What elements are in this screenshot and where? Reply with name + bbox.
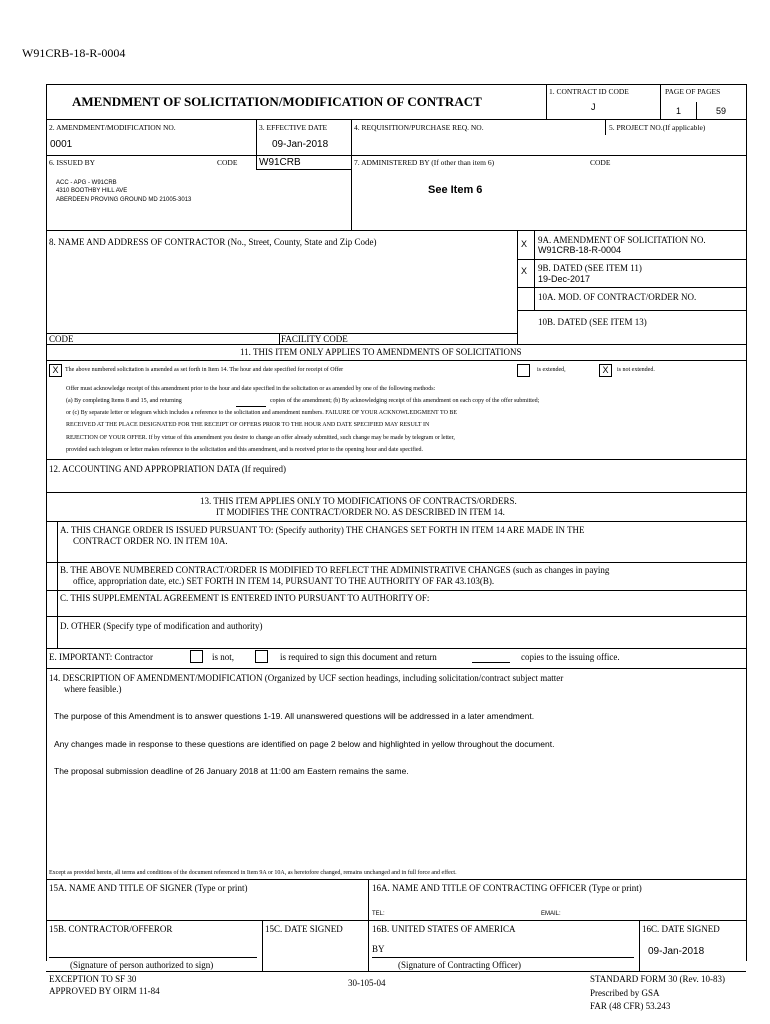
officer-date-signed-label: 16C. DATE SIGNED <box>642 924 720 934</box>
united-states-label: 16B. UNITED STATES OF AMERICA <box>372 924 516 934</box>
tel-label: TEL: <box>372 911 385 917</box>
effective-date-label: 3. EFFECTIVE DATE <box>259 123 328 132</box>
item-13c-label: C. THIS SUPPLEMENTAL AGREEMENT IS ENTERED INTO PURSUANT TO AUTHORITY OF: <box>60 593 430 603</box>
issued-by-address-3: ABERDEEN PROVING GROUND MD 21005-3013 <box>56 197 192 203</box>
contractor-name-label: 8. NAME AND ADDRESS OF CONTRACTOR (No., Street, County, State and Zip Code) <box>49 237 377 247</box>
item-13b-line-2: office, appropriation date, etc.) SET FORTH IN ITEM 14, PURSUANT TO THE AUTHORITY OF FAR 43.103(B). <box>73 576 495 586</box>
issued-by-address-2: 4310 BOOTHBY HILL AVE <box>56 188 128 194</box>
item-11-para-4: RECEIVED AT THE PLACE DESIGNATED FOR THE RECEIPT OF OFFERS PRIOR TO THE HOUR AND DATE SPECIFIED MAY RESULT IN <box>66 422 430 428</box>
solicitation-no-value: W91CRB-18-R-0004 <box>538 245 622 255</box>
footer-approved: APPROVED BY OIRM 11-84 <box>49 986 160 996</box>
facility-code-label: FACILITY CODE <box>281 334 348 344</box>
solicitation-amended-checkbox[interactable]: X <box>49 364 62 377</box>
officer-date-signed-value: 09-Jan-2018 <box>648 946 705 957</box>
is-not-checkbox[interactable] <box>190 650 203 663</box>
item-13a-line-1: A. THIS CHANGE ORDER IS ISSUED PURSUANT TO: (Specify authority) THE CHANGES SET FORTH IN ITEM 14 ARE MADE IN THE <box>60 525 585 535</box>
administered-by-value: See Item 6 <box>428 184 483 196</box>
item-11-para-1: Offer must acknowledge receipt of this amendment prior to the hour and date specified in the solicitation or as amended by one of the following methods: <box>66 386 436 392</box>
solicitation-date-label: 9B. DATED (SEE ITEM 11) <box>538 263 642 273</box>
total-pages: 59 <box>716 106 727 116</box>
form-title: AMENDMENT OF SOLICITATION/MODIFICATION OF CONTRACT <box>72 94 482 109</box>
mod-contract-no-label: 10A. MOD. OF CONTRACT/ORDER NO. <box>538 292 697 302</box>
footer-prescribed: Prescribed by GSA <box>590 988 660 998</box>
item-11-para-2b: copies of the amendment; (b) By acknowledging receipt of this amendment on each copy of the offer submitted; <box>270 398 540 404</box>
is-not-label: is not, <box>212 652 235 662</box>
extended-checkbox[interactable] <box>517 364 530 377</box>
item-13d-label: D. OTHER (Specify type of modification and authority) <box>60 621 263 631</box>
amendment-no-label: 2. AMENDMENT/MODIFICATION NO. <box>49 123 176 132</box>
dated-checkbox[interactable]: X <box>521 266 528 276</box>
item-13b-line-1: B. THE ABOVE NUMBERED CONTRACT/ORDER IS MODIFIED TO REFLECT THE ADMINISTRATIVE CHANGES (such as changes in paying <box>60 565 610 575</box>
is-required-checkbox[interactable] <box>255 650 268 663</box>
description-label-1: 14. DESCRIPTION OF AMENDMENT/MODIFICATION (Organized by UCF section headings, including solicitation/contract subject matter <box>49 673 564 683</box>
except-note: Except as provided herein, all terms and conditions of the document referenced in Item 9A or 10A, as heretofore changed, remains unchanged and in full force and effect. <box>49 870 457 876</box>
item-11-line-1: The above numbered solicitation is amended as set forth in Item 14. The hour and date specified for receipt of Offer <box>65 367 344 373</box>
contract-id-code-label: 1. CONTRACT ID CODE <box>549 87 629 96</box>
administered-by-code-label: CODE <box>590 158 611 167</box>
contractor-signature-caption: (Signature of person authorized to sign) <box>70 960 214 970</box>
by-label: BY <box>372 944 385 954</box>
contractor-date-signed-label: 15C. DATE SIGNED <box>265 924 343 934</box>
contractor-code-label: CODE <box>49 334 74 344</box>
footer-standard-form: STANDARD FORM 30 (Rev. 10-83) <box>590 974 725 984</box>
footer-form-code: 30-105-04 <box>348 978 386 988</box>
item-11-para-5: REJECTION OF YOUR OFFER. If by virtue of this amendment you desire to change an offer already submitted, such change may be made by telegram or letter, <box>66 435 455 441</box>
description-line-1: The purpose of this Amendment is to answer questions 1-19. All unanswered questions will be addressed in a later amendment. <box>54 711 535 721</box>
description-line-3: The proposal submission deadline of 26 January 2018 at 11:00 am Eastern remains the same. <box>54 766 409 776</box>
description-label-2: where feasible.) <box>64 684 122 694</box>
not-extended-label: is not extended. <box>617 367 655 373</box>
contractor-offeror-label: 15B. CONTRACTOR/OFFEROR <box>49 924 173 934</box>
officer-signature-caption: (Signature of Contracting Officer) <box>398 960 522 970</box>
mod-dated-label: 10B. DATED (SEE ITEM 13) <box>538 317 647 327</box>
important-label: E. IMPORTANT: Contractor <box>49 652 154 662</box>
item-11-para-6: provided each telegram or letter makes reference to the solicitation and this amendment, and is received prior to the opening hour and date specified. <box>66 447 424 453</box>
issued-by-label: 6. ISSUED BY <box>49 158 96 167</box>
item-13-header-2: IT MODIFIES THE CONTRACT/ORDER NO. AS DESCRIBED IN ITEM 14. <box>216 507 505 517</box>
issued-by-address-1: ACC - APG - W91CRB <box>56 180 117 186</box>
contract-id-code-value: J <box>591 102 596 112</box>
accounting-data-label: 12. ACCOUNTING AND APPROPRIATION DATA (If required) <box>49 464 287 474</box>
issued-by-code-label: CODE <box>217 158 238 167</box>
amendment-no-value: 0001 <box>50 139 73 150</box>
page-number: 1 <box>676 106 682 116</box>
copies-label: copies to the issuing office. <box>521 652 620 662</box>
email-label: EMAIL: <box>541 911 561 917</box>
project-no-label: 5. PROJECT NO.(If applicable) <box>609 123 706 132</box>
extended-label: is extended, <box>537 367 566 373</box>
footer-exception: EXCEPTION TO SF 30 <box>49 974 137 984</box>
not-extended-checkbox[interactable]: X <box>599 364 612 377</box>
contracting-officer-label: 16A. NAME AND TITLE OF CONTRACTING OFFICER (Type or print) <box>372 883 642 893</box>
signer-name-label: 15A. NAME AND TITLE OF SIGNER (Type or print) <box>49 883 248 893</box>
item-13-header-1: 13. THIS ITEM APPLIES ONLY TO MODIFICATIONS OF CONTRACTS/ORDERS. <box>200 496 517 506</box>
solicitation-no-label: 9A. AMENDMENT OF SOLICITATION NO. <box>538 235 706 245</box>
description-line-2: Any changes made in response to these questions are identified on page 2 below and highlighted in yellow throughout the document. <box>54 739 555 749</box>
requisition-no-label: 4. REQUISITION/PURCHASE REQ. NO. <box>354 123 484 132</box>
item-11-header: 11. THIS ITEM ONLY APPLIES TO AMENDMENTS OF SOLICITATIONS <box>240 347 522 357</box>
item-13a-line-2: CONTRACT ORDER NO. IN ITEM 10A. <box>73 536 228 546</box>
page-of-pages-label: PAGE OF PAGES <box>665 87 721 96</box>
administered-by-label: 7. ADMINISTERED BY (If other than item 6) <box>354 158 495 167</box>
document-id: W91CRB-18-R-0004 <box>22 46 126 60</box>
effective-date-value: 09-Jan-2018 <box>272 139 329 150</box>
is-required-label: is required to sign this document and return <box>280 652 437 662</box>
issued-by-code: W91CRB <box>259 157 301 168</box>
solicitation-date-value: 19-Dec-2017 <box>538 274 591 284</box>
item-11-para-2a: (a) By completing Items 8 and 15, and returning <box>66 398 182 404</box>
amendment-checkbox[interactable]: X <box>521 239 528 249</box>
item-11-para-3: or (c) By separate letter or telegram which includes a reference to the solicitation and amendment numbers. FAILURE OF YOUR ACKNOWLEDGMENT TO BE <box>66 410 458 416</box>
footer-far: FAR (48 CFR) 53.243 <box>590 1001 671 1011</box>
